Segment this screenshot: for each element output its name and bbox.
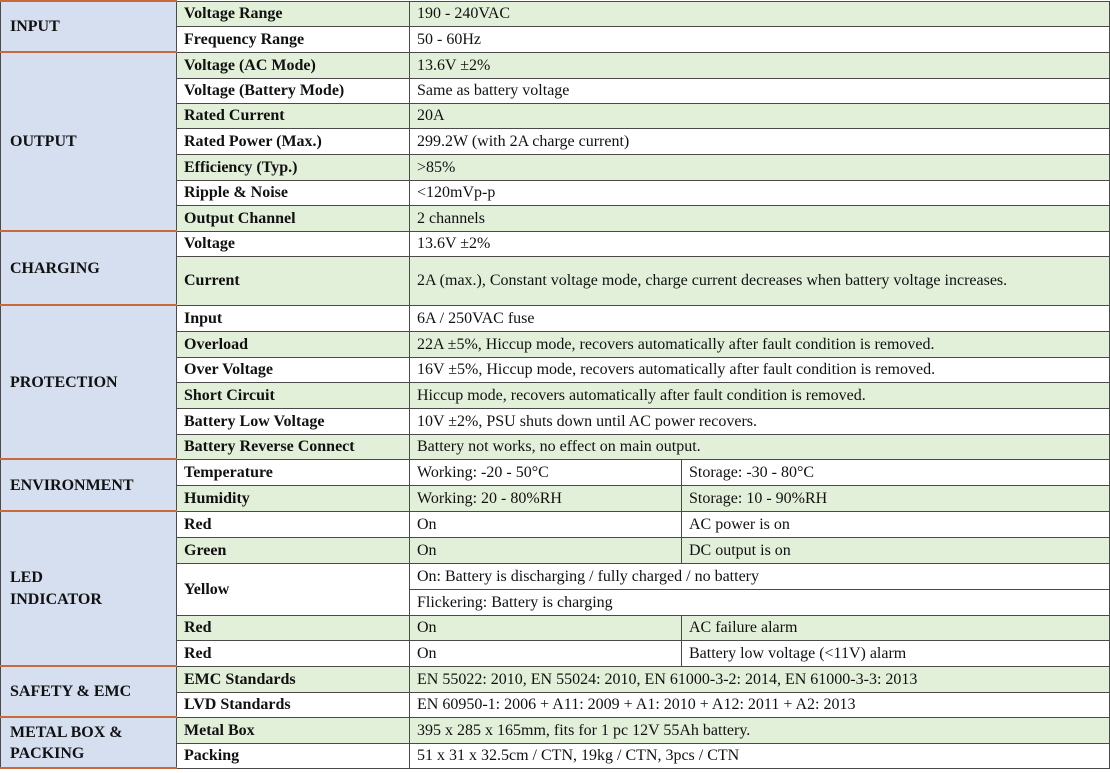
row-label: Short Circuit [177, 382, 410, 408]
table-row [1, 305, 1110, 331]
row-value: Working: 20 - 80%RH [410, 485, 682, 511]
row-label: LVD Standards [177, 692, 410, 717]
row-label: Voltage Range [177, 1, 410, 26]
row-value: >85% [410, 154, 1110, 180]
row-value: On: Battery is discharging / fully charged / no battery [410, 563, 1110, 589]
section-charging-title: CHARGING [1, 231, 177, 305]
row-label: EMC Standards [177, 666, 410, 692]
section-safety-title: SAFETY & EMC [1, 666, 177, 717]
row-label: Green [177, 537, 410, 563]
row-value-2: DC output is on [682, 537, 1110, 563]
row-value: 2A (max.), Constant voltage mode, charge current decreases when battery voltage increases. [410, 256, 1110, 305]
row-label: Efficiency (Typ.) [177, 154, 410, 180]
row-value: EN 55022: 2010, EN 55024: 2010, EN 61000-3-2: 2014, EN 61000-3-3: 2013 [410, 666, 1110, 692]
row-label: Battery Reverse Connect [177, 434, 410, 459]
section-led-title [1, 511, 177, 666]
row-value: 395 x 285 x 165mm, fits for 1 pc 12V 55Ah battery. [410, 717, 1110, 743]
row-value-b: Flickering: Battery is charging [410, 589, 1110, 615]
row-label: Voltage (Battery Mode) [177, 78, 410, 103]
row-value: 20A [410, 103, 1110, 128]
row-value: On [410, 537, 682, 563]
row-label: Voltage (AC Mode) [177, 52, 410, 78]
row-label: Red [177, 511, 410, 537]
row-value-2: AC failure alarm [682, 615, 1110, 640]
row-value: 22A ±5%, Hiccup mode, recovers automatically after fault condition is removed. [410, 331, 1110, 357]
row-label: Current [177, 256, 410, 305]
section-packing-title-text: METAL BOX & PACKING [10, 723, 123, 762]
section-environment-title: ENVIRONMENT [1, 459, 177, 511]
row-label: Frequency Range [177, 26, 410, 52]
table-row [1, 459, 1110, 485]
table-row [1, 511, 1110, 537]
table-row [1, 1, 1110, 26]
table-row [1, 231, 1110, 256]
row-label: Packing [177, 743, 410, 768]
row-label: Input [177, 305, 410, 331]
row-value: <120mVp-p [410, 180, 1110, 205]
row-value: On [410, 511, 682, 537]
row-label: Metal Box [177, 717, 410, 743]
row-value: 2 channels [410, 205, 1110, 231]
row-value-2: Storage: -30 - 80°C [682, 459, 1110, 485]
table-row [1, 717, 1110, 743]
row-value: 6A / 250VAC fuse [410, 305, 1110, 331]
row-value: 10V ±2%, PSU shuts down until AC power recovers. [410, 408, 1110, 434]
row-label: Over Voltage [177, 357, 410, 382]
row-label: Battery Low Voltage [177, 408, 410, 434]
row-value: 190 - 240VAC [410, 1, 1110, 26]
row-label: Red [177, 615, 410, 640]
section-led-title-text: LED INDICATOR [10, 568, 102, 608]
row-label: Rated Current [177, 103, 410, 128]
row-value: 13.6V ±2% [410, 52, 1110, 78]
row-label: Voltage [177, 231, 410, 256]
row-label: Output Channel [177, 205, 410, 231]
row-value: On [410, 640, 682, 666]
row-value: 16V ±5%, Hiccup mode, recovers automatically after fault condition is removed. [410, 357, 1110, 382]
table-row [1, 52, 1110, 78]
row-label: Temperature [177, 459, 410, 485]
row-value-2: Battery low voltage (<11V) alarm [682, 640, 1110, 666]
row-value: Hiccup mode, recovers automatically after fault condition is removed. [410, 382, 1110, 408]
row-label: Red [177, 640, 410, 666]
section-input-title: INPUT [1, 1, 177, 52]
row-value: 51 x 31 x 32.5cm / CTN, 19kg / CTN, 3pcs / CTN [410, 743, 1110, 768]
row-value: EN 60950-1: 2006 + A11: 2009 + A1: 2010 + A12: 2011 + A2: 2013 [410, 692, 1110, 717]
row-label: Yellow [177, 563, 410, 615]
section-output-title: OUTPUT [1, 52, 177, 231]
section-protection-title: PROTECTION [1, 305, 177, 459]
table-row [1, 666, 1110, 692]
row-label: Humidity [177, 485, 410, 511]
row-value: 50 - 60Hz [410, 26, 1110, 52]
row-value: 13.6V ±2% [410, 231, 1110, 256]
row-value: Battery not works, no effect on main output. [410, 434, 1110, 459]
row-label: Overload [177, 331, 410, 357]
section-packing-title [1, 717, 177, 768]
row-label: Ripple & Noise [177, 180, 410, 205]
row-value: On [410, 615, 682, 640]
row-value-2: Storage: 10 - 90%RH [682, 485, 1110, 511]
row-label: Rated Power (Max.) [177, 128, 410, 154]
row-value: Same as battery voltage [410, 78, 1110, 103]
row-value-2: AC power is on [682, 511, 1110, 537]
row-value: 299.2W (with 2A charge current) [410, 128, 1110, 154]
row-value: Working: -20 - 50°C [410, 459, 682, 485]
